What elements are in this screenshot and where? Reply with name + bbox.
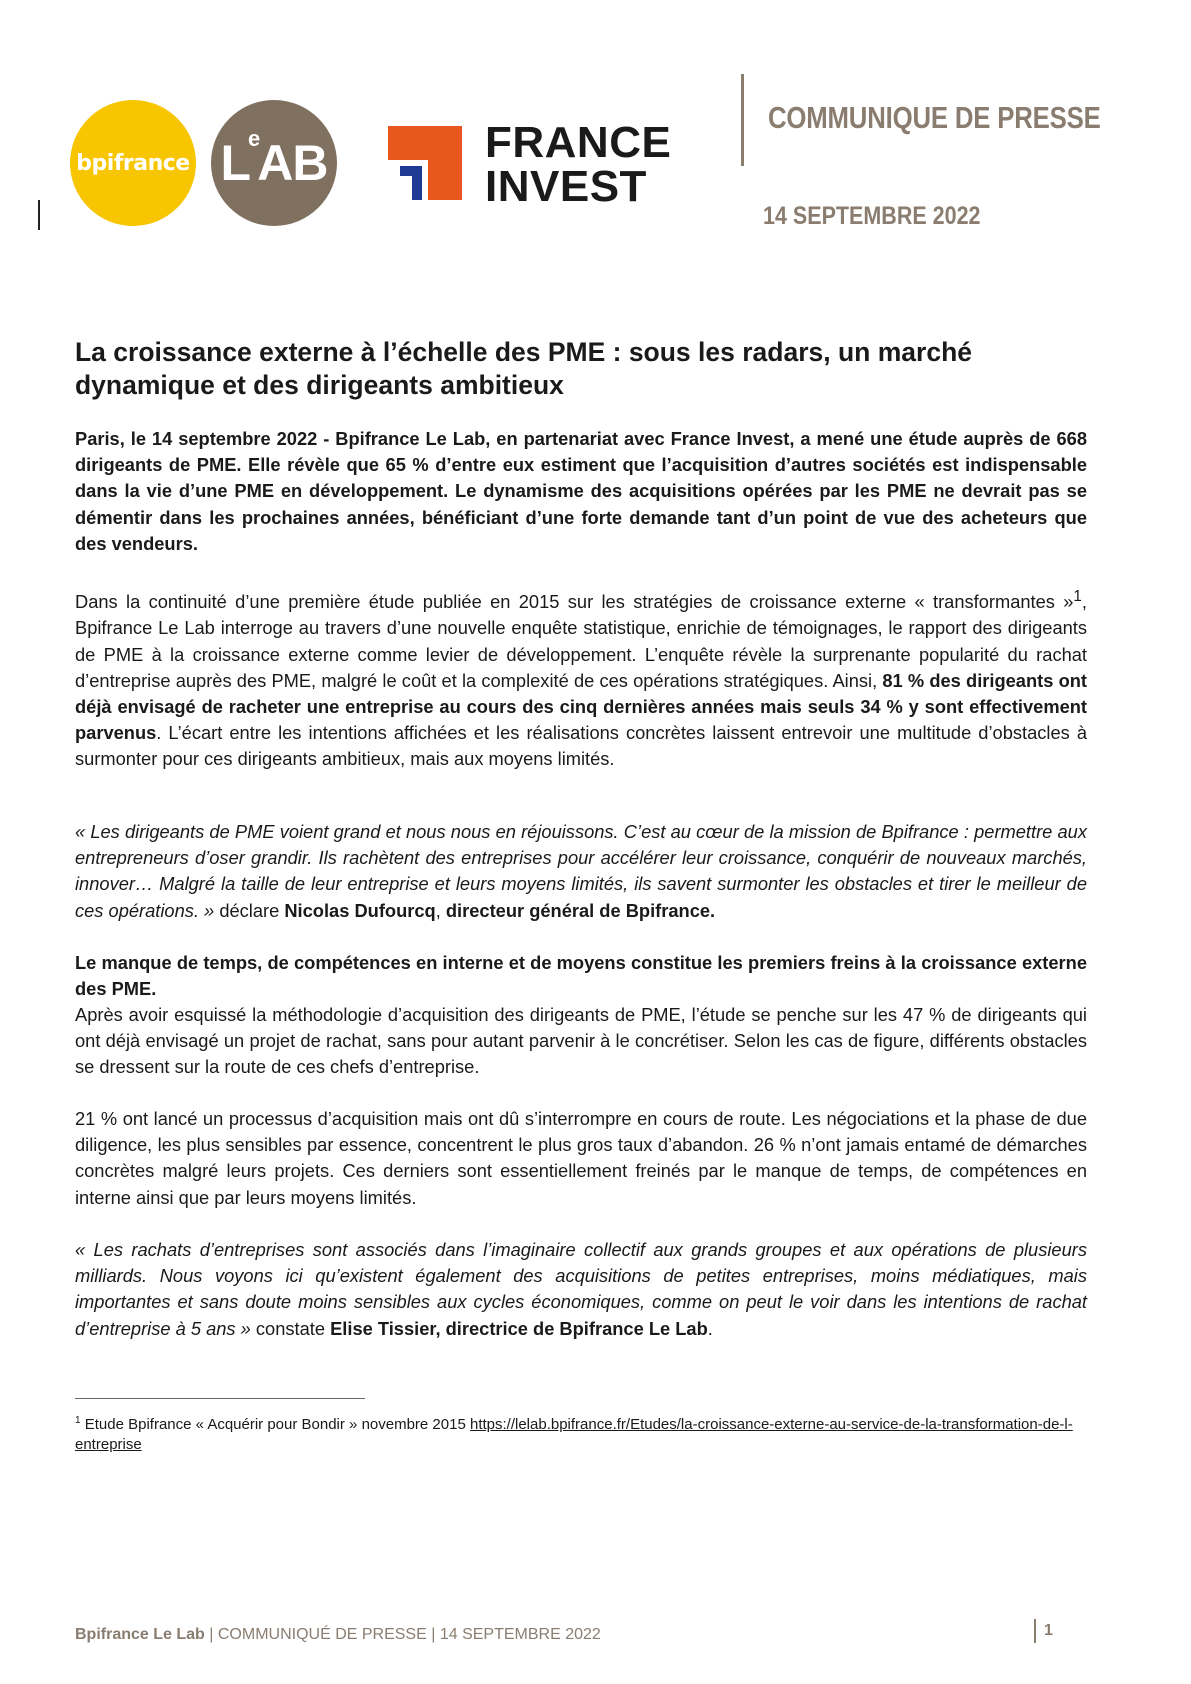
page-number-divider — [1034, 1619, 1036, 1643]
quote-text: « Les dirigeants de PME voient grand et nous nous en réjouissons. C’est au cœur de la mission de Bpifrance : permettre aux entrepreneurs d’oser grandir. Ils rachètent des entreprises pour accélérer leur croissance, conquérir de nouveaux marchés, innover… Malgré la taille de leur entreprise et leurs moyens limités, ils savent surmonter les obstacles et tirer le meilleur de ces opérations. » — [75, 821, 1087, 921]
quote-dufourcq: « Les dirigeants de PME voient grand et nous nous en réjouissons. C’est au cœur de la mission de Bpifrance : permettre aux entrepreneurs d’oser grandir. Ils rachètent des entreprises pour accélérer leur croissance, conquérir de nouveaux marchés, innover… Malgré la taille de leur entreprise et leurs moyens limités, ils savent surmonter les obstacles et tirer le meilleur de ces opérations. » déclare Nicolas Dufourcq, directeur général de Bpifrance. — [75, 821, 1087, 921]
margin-marker — [38, 200, 40, 230]
article-title: La croissance externe à l’échelle des PME : sous les radars, un marché dynamique et des dirigeants ambitieux — [75, 337, 973, 400]
footer-text: | COMMUNIQUÉ DE PRESSE | 14 SEPTEMBRE 2022 — [204, 1626, 601, 1643]
section-heading: Le manque de temps, de compétences en interne et de moyens constitue les premiers freins à la croissance externe des PME. — [75, 952, 1087, 1000]
header-divider — [741, 74, 744, 166]
paragraph-3: 21 % ont lancé un processus d’acquisition mais ont dû s’interrompre en cours de route. Les négociations et la phase de due diligence, les plus sensibles par essence, concentrent le plus gros taux d’abandon. 26 % n’ont jamais entamé de démarches concrètes malgré leurs projets. Ces derniers sont essentiellement freinés par le manque de temps, de compétences en interne ainsi que par leurs moyens limités. — [75, 1108, 1087, 1208]
key-figure: 81 % des dirigeants ont déjà envisagé de racheter une entreprise au cours des cinq dernières années mais seuls 34 % y sont effectivement parvenus — [75, 669, 1087, 744]
document-type: COMMUNIQUE DE PRESSE — [768, 100, 1101, 135]
footnote-divider — [75, 1398, 365, 1399]
page-footer — [75, 1626, 601, 1644]
footnote-number: 1 — [75, 1415, 81, 1426]
quote-speaker-role: directeur général de Bpifrance. — [445, 899, 716, 921]
bpifrance-logo-text: bpifrance — [76, 150, 190, 176]
page-number: 1 — [1044, 1622, 1053, 1639]
le-lab-logo — [211, 100, 337, 226]
document-date: 14 SEPTEMBRE 2022 — [763, 202, 981, 230]
quote-text: « Les rachats d’entreprises sont associés dans l’imaginaire collectif aux grands groupes et aux opérations de plusieurs milliards. Nous voyons ici qu’existent également des acquisitions de petites entreprises, moins médiatiques, mais importantes et sans doute moins sensibles aux cycles économiques, comme on peut le voir dans les intentions de rachat d’entreprise à 5 ans » — [75, 1239, 1087, 1339]
lede-paragraph: Paris, le 14 septembre 2022 - Bpifrance Le Lab, en partenariat avec France Invest, a mené une étude auprès de 668 dirigeants de PME. Elle révèle que 65 % d’entre eux estiment que l’acquisition d’autres sociétés est indispensable dans la vie d’une PME en développement. Le dynamisme des acquisitions opérées par les PME ne devrait pas se démentir dans les prochaines années, bénéficiant d’une forte demande tant d’un point de vue des acheteurs que des vendeurs. — [75, 428, 1087, 554]
bpifrance-logo — [70, 100, 196, 226]
quote-speaker: Nicolas Dufourcq — [284, 899, 436, 921]
footer-brand: Bpifrance Le Lab — [75, 1626, 205, 1643]
footnote: $^1$ Etude Bpifrance « Acquérir pour Bondir » novembre 2015 https://lelab.bpifrance.fr/Etudes/la-croissance-externe-au-service-de-la-transformation-de-l-entreprise — [75, 1415, 1073, 1453]
paragraph-2: Après avoir esquissé la méthodologie d’acquisition des dirigeants de PME, l’étude se penche sur les 47 % de dirigeants qui ont déjà envisagé un projet de rachat, sans pour autant parvenir à le concrétiser. Selon les cas de figure, différents obstacles se dressent sur la route de ces chefs d’entreprise. — [75, 1004, 1087, 1078]
le-lab-logo-text: LeAB — [220, 126, 328, 191]
quote-speaker: Elise Tissier, directrice de Bpifrance Le Lab — [330, 1317, 708, 1339]
footnote-link[interactable]: https://lelab.bpifrance.fr/Etudes/la-croissance-externe-au-service-de-la-transformation-de-l-entreprise — [75, 1416, 1073, 1453]
paragraph-1: Dans la continuité d’une première étude publiée en 2015 sur les stratégies de croissance externe « transformantes »$^1$, Bpifrance Le Lab interroge au travers d’une nouvelle enquête statistique, enrichie de témoignages, le rapport des dirigeants de PME à la croissance externe comme levier de développement. L’enquête révèle la surprenante popularité du rachat d’entreprise auprès des PME, malgré le coût et la complexité de ces opérations stratégiques. Ainsi, 81 % des dirigeants ont déjà envisagé de racheter une entreprise au cours des cinq dernières années mais seuls 34 % y sont effectivement parvenus. L’écart entre les intentions affichées et les réalisations concrètes laissent entrevoir une multitude d’obstacles à surmonter pour ces dirigeants ambitieux, mais aux moyens limités. — [75, 588, 1087, 770]
footnote-ref[interactable]: 1 — [1073, 588, 1082, 605]
article-title-block — [75, 336, 1087, 402]
france-invest-logo-text: FRANCE INVEST — [485, 118, 672, 211]
article-lede — [75, 426, 1087, 557]
quote-tissier: « Les rachats d’entreprises sont associés dans l’imaginaire collectif aux grands groupes et aux opérations de plusieurs milliards. Nous voyons ici qu’existent également des acquisitions de petites entreprises, moins médiatiques, mais importantes et sans doute moins sensibles aux cycles économiques, comme on peut le voir dans les intentions de rachat d’entreprise à 5 ans » constate Elise Tissier, directrice de Bpifrance Le Lab. — [75, 1239, 1087, 1339]
france-invest-mark-icon — [388, 126, 462, 200]
